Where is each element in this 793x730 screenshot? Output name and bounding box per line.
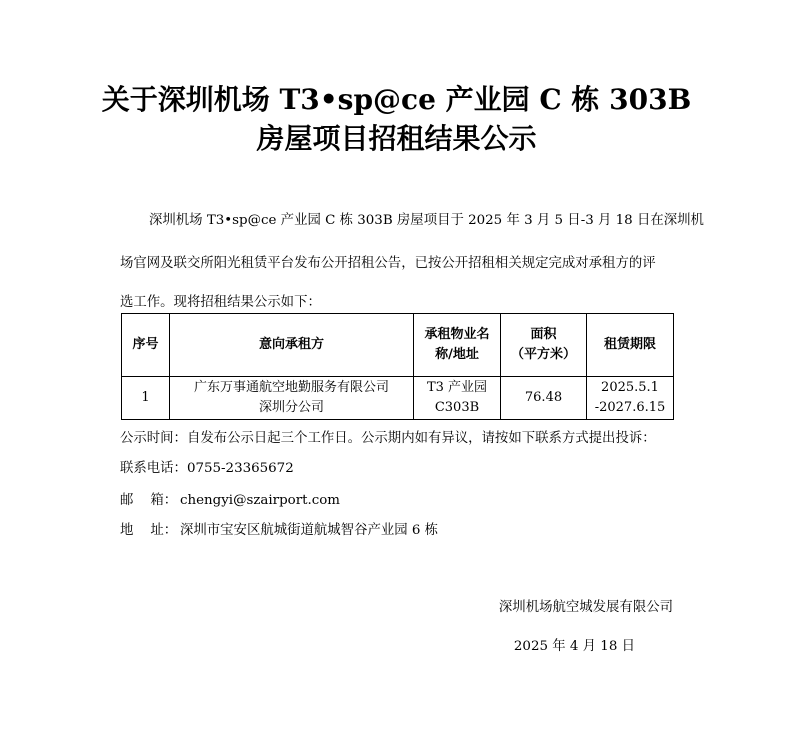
phone-label: 联系电话： [120, 461, 187, 476]
cell-tenant-line-2: 深圳分公司 [258, 400, 324, 415]
header-property-line-2: 称/地址 [435, 347, 479, 362]
result-table [121, 313, 674, 420]
cell-area: 76.48 [501, 377, 587, 420]
email-value: chengyi@szairport.com [180, 493, 341, 508]
header-property-line-1: 承租物业名 [424, 327, 490, 342]
phone-value: 0755-23365672 [186, 461, 294, 476]
document-title-line-2: 房屋项目招租结果公示 [256, 122, 537, 155]
table-row [122, 377, 674, 420]
contact-phone [120, 457, 294, 476]
cell-property-line-2: C303B [434, 400, 480, 415]
cell-index: 1 [122, 377, 170, 420]
header-term: 租赁期限 [587, 314, 674, 377]
contact-address [120, 519, 438, 538]
address-value: 深圳市宝安区航城街道航城智谷产业园 6 栋 [180, 523, 439, 538]
address-label: 地 址： [120, 523, 178, 538]
notice-period: 公示时间：自发布公示日起三个工作日。公示期内如有异议，请按如下联系方式提出投诉： [120, 431, 656, 446]
cell-tenant [170, 377, 414, 420]
intro-paragraph-line-2: 场官网及联交所阳光租赁平台发布公开招租公告，已按公开招租相关规定完成对承租方的评 [120, 256, 656, 271]
header-tenant: 意向承租方 [170, 314, 414, 377]
header-index: 序号 [122, 314, 170, 377]
cell-property-line-1: T3 产业园 [426, 380, 488, 395]
header-area [501, 314, 587, 377]
email-label: 邮 箱： [120, 493, 178, 508]
document-title-line-1: 关于深圳机场 T3•sp@ce 产业园 C 栋 303B [101, 83, 692, 116]
cell-term-line-2: -2027.6.15 [594, 400, 666, 415]
signature-date: 2025 年 4 月 18 日 [513, 639, 635, 654]
contact-email [120, 489, 340, 508]
cell-tenant-line-1: 广东万事通航空地勤服务有限公司 [193, 380, 389, 395]
header-area-line-2: （平方米） [510, 347, 576, 362]
cell-term-line-1: 2025.5.1 [601, 380, 659, 395]
cell-property [414, 377, 501, 420]
intro-paragraph-line-3: 选工作。现将招租结果公示如下： [120, 295, 321, 310]
header-property [414, 314, 501, 377]
table-header-row [122, 314, 674, 377]
cell-term [587, 377, 674, 420]
header-area-line-1: 面积 [530, 327, 557, 342]
intro-paragraph-line-1: 深圳机场 T3•sp@ce 产业园 C 栋 303B 房屋项目于 2025 年 3 月 5 日-3 月 18 日在深圳机 [149, 213, 704, 228]
signature-company: 深圳机场航空城发展有限公司 [498, 600, 673, 615]
